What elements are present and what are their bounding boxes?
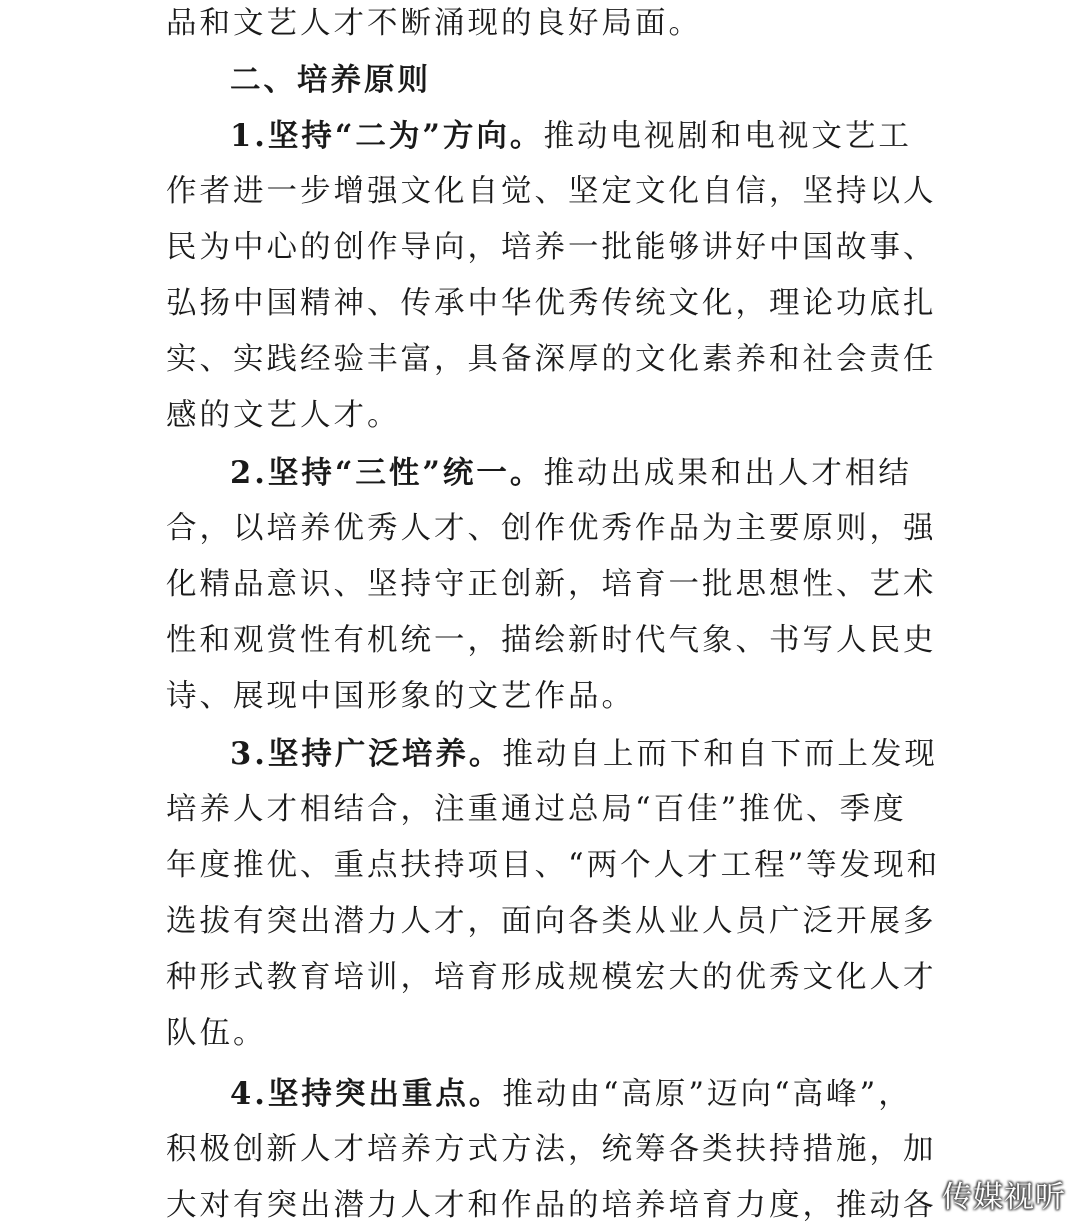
text-line: 感的文艺人才。 [166,398,401,433]
text-line: 化精品意识、坚持守正创新，培育一批思想性、艺术 [166,567,937,602]
paragraph-1-first-line [230,116,912,156]
text-line: 作者进一步增强文化自觉、坚定文化自信，坚持以人 [166,174,937,209]
text-line: 诗、展现中国形象的文艺作品。 [166,679,635,714]
text-line: 弘扬中国精神、传承中华优秀传统文化，理论功底扎 [166,286,937,321]
text-line: 品和文艺人才不断涌现的良好局面。 [166,6,702,41]
text-line: 合，以培养优秀人才、创作优秀作品为主要原则，强 [166,511,937,546]
paragraph-3-text: 推动自上而下和自下而上发现 [502,737,938,772]
text-line: 民为中心的创作导向，培养一批能够讲好中国故事、 [166,230,937,265]
paragraph-2-first-line [230,453,912,493]
text-line: 培养人才相结合，注重通过总局“百佳”推优、季度 [166,792,907,827]
paragraph-3-first-line [230,734,938,774]
paragraph-4-text: 推动由“高原”迈向“高峰”， [502,1077,912,1112]
paragraph-2-text: 推动出成果和出人才相结 [543,456,912,491]
text-line: 队伍。 [166,1016,267,1051]
text-line: 种形式教育培训，培育形成规模宏大的优秀文化人才 [166,960,937,995]
text-line: 年度推优、重点扶持项目、“两个人才工程”等发现和 [166,848,941,883]
text-line: 积极创新人才培养方式方法，统筹各类扶持措施，加 [166,1132,937,1167]
section-heading: 二、培养原则 [230,62,431,98]
paragraph-1-heading: 1.坚持“二为”方向。 [230,118,544,154]
paragraph-2-heading: 2.坚持“三性”统一。 [230,455,544,491]
paragraph-4-first-line [230,1074,912,1114]
text-line: 实、实践经验丰富，具备深厚的文化素养和社会责任 [166,342,937,377]
paragraph-1-text: 推动电视剧和电视文艺工 [543,119,912,154]
text-line: 性和观赏性有机统一，描绘新时代气象、书写人民史 [166,623,937,658]
paragraph-3-heading: 3.坚持广泛培养。 [230,736,503,772]
text-line: 大对有突出潜力人才和作品的培养培育力度，推动各 [166,1188,937,1223]
text-line: 选拔有突出潜力人才，面向各类从业人员广泛开展多 [166,904,937,939]
watermark: 传媒视听 [942,1180,1066,1215]
paragraph-4-heading: 4.坚持突出重点。 [230,1076,503,1112]
